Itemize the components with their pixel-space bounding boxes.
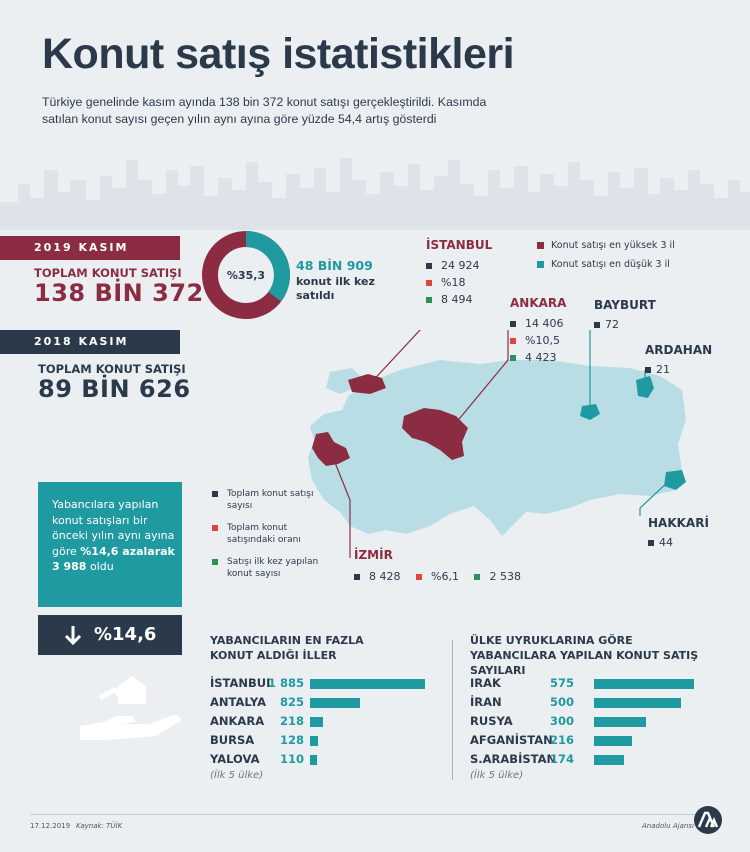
bar-category-label: İSTANBUL [210,676,274,690]
bayburt-total-value: 72 [605,318,619,331]
hakkari-total [648,534,709,551]
down-arrow-icon [64,624,82,646]
foreign-sales-text [52,497,178,575]
bar-row [470,733,710,753]
bar [310,755,317,765]
izmir-first-value: 2 538 [489,570,521,583]
stat-legend-total [212,488,322,512]
stat-legend-share-label: Toplam konut satışındaki oranı [227,523,301,545]
bar-row [210,733,430,753]
ankara-share [510,332,566,349]
first-sale-value: 48 BİN 909 [296,258,373,273]
hakkari-region [664,470,686,490]
bar-category-label: İRAN [470,695,502,709]
band-2018 [0,330,180,354]
istanbul-total-value: 24 924 [441,259,480,272]
bar [594,679,694,689]
istanbul-first [426,291,492,308]
bar-category-label: AFGANİSTAN [470,733,553,747]
bayburt-total [594,316,656,333]
izmir-stats [354,568,521,585]
band-2018-label: 2018 KASIM [34,335,129,348]
izmir-share-value: %6,1 [431,570,459,583]
bar-value-label: 1 885 [268,676,305,690]
istanbul-share-value: %18 [441,276,466,289]
stat-legend-total-label: Toplam konut satışı sayısı [227,489,314,511]
chart1-title: YABANCILARIN EN FAZLA KONUT ALDIĞI İLLER [210,634,364,662]
bar-row [470,714,710,734]
bar [594,755,624,765]
ardahan-total-value: 21 [656,363,670,376]
ankara-total-value: 14 406 [525,317,564,330]
hakkari-total-value: 44 [659,536,673,549]
bayburt-callout [594,298,656,333]
decrease-value: %14,6 [94,624,157,645]
ankara-first-value: 4 423 [525,351,557,364]
bar-category-label: BURSA [210,733,255,747]
band-2019 [0,236,180,260]
page-subtitle: Türkiye genelinde kasım ayında 138 bin 372 konut satışı gerçekleştirildi. Kasımda satılan konut sayısı geçen yılın aynı ayına göre yüzde 54,4 artış gösterdi [42,95,487,126]
legend-bottom3-label: Konut satışı en düşük 3 il [551,259,670,270]
bar [310,736,318,746]
bar-category-label: S.ARABİSTAN [470,752,557,766]
legend-top3 [537,240,675,251]
istanbul-first-value: 8 494 [441,293,473,306]
istanbul-total [426,257,492,274]
bar-value-label: 218 [279,714,304,728]
bar [594,698,681,708]
bar-value-label: 825 [279,695,304,709]
ardahan-callout [645,343,712,378]
bar [310,717,323,727]
bar-value-label: 500 [549,695,574,709]
chart2-title: ÜLKE UYRUKLARINA GÖRE YABANCILARA YAPILAN KONUT SATIŞ SAYILARI [470,634,699,677]
donut-percent: %35,3 [226,269,266,282]
bar-row [210,695,430,715]
turkey-map [290,330,695,580]
ankara-callout [510,296,566,366]
bar-row [210,714,430,734]
bar-value-label: 110 [279,752,304,766]
footer-agency: Anadolu Ajansı [642,822,694,830]
foreign-text-pre: Yabancılara yapılan konut satışları bir önceki yılın aynı ayına göre [52,498,175,558]
bar [310,679,425,689]
bar [594,736,632,746]
aa-logo-icon [693,805,723,835]
bar-category-label: RUSYA [470,714,513,728]
stat-legend-first [212,556,322,580]
bar-value-label: 300 [549,714,574,728]
foreign-text-bold: %14,6 azalarak 3 988 [52,544,175,573]
footer-rule [30,814,720,815]
istanbul-callout [426,238,492,308]
bar-category-label: ANKARA [210,714,265,728]
bar-row [470,752,710,772]
footer-source: Kaynak: TÜİK [76,822,123,830]
donut-share-arc [246,239,282,297]
bar-category-label: YALOVA [210,752,260,766]
page-title: Konut satış istatistikleri [42,30,515,78]
bar-value-label: 216 [549,733,574,747]
band-2019-label: 2019 KASIM [34,241,129,254]
ardahan-name: ARDAHAN [645,343,713,357]
ardahan-total [645,361,712,378]
bar [310,698,360,708]
bar [594,717,646,727]
chart-divider [452,640,453,780]
total-2018-value: 89 BİN 626 [38,375,191,403]
total-2018-label: TOPLAM KONUT SATIŞI [38,362,186,376]
hakkari-name: HAKKARİ [648,516,709,530]
bar-row [470,695,710,715]
ankara-name: ANKARA [510,296,567,310]
skyline-illustration [0,140,750,230]
legend-bottom3 [537,259,675,270]
bar-row [210,752,430,772]
bar-row [470,676,710,696]
stat-legend-share [212,522,322,546]
first-sale-donut [201,230,291,320]
chart2-note: (İlk 5 ülke) [470,770,524,781]
bar-value-label: 575 [549,676,574,690]
ankara-share-value: %10,5 [525,334,560,347]
total-2019-value: 138 BİN 372 [34,279,204,307]
chart1-note: (İlk 5 ülke) [210,770,264,781]
bar-category-label: IRAK [470,676,501,690]
izmir-total-value: 8 428 [369,570,401,583]
stat-legend-first-label: Satışı ilk kez yapılan konut sayısı [227,557,319,579]
bar-category-label: ANTALYA [210,695,267,709]
legend-top3-label: Konut satışı en yüksek 3 il [551,240,675,251]
bar-value-label: 128 [279,733,304,747]
foreign-text-post: oldu [89,560,114,573]
hands-house-icon [80,676,190,746]
izmir-name: İZMİR [354,548,393,562]
istanbul-share [426,274,492,291]
map-legend [537,240,675,270]
footer-date: 17.12.2019 [30,822,71,830]
bar-value-label: 174 [549,752,574,766]
first-sale-caption: konut ilk kez satıldı [296,275,375,302]
ankara-first [510,349,566,366]
hakkari-callout [648,516,709,551]
bar-row [210,676,430,696]
bayburt-name: BAYBURT [594,298,656,312]
total-2019-label: TOPLAM KONUT SATIŞI [34,266,182,280]
stat-legend [212,488,322,580]
ankara-total [510,315,566,332]
istanbul-name: İSTANBUL [426,238,493,252]
